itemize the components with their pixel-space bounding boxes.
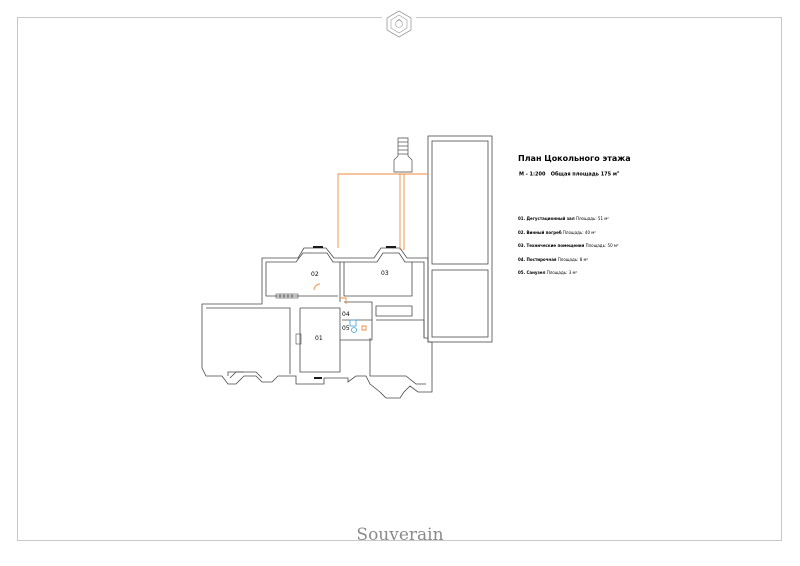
room-label-05: 05: [342, 325, 350, 332]
right-tower-wall: [428, 136, 492, 342]
brand-wordmark: Souverain: [356, 525, 444, 545]
total-area-unit: м: [612, 171, 617, 178]
legend-item: 05. Санузел Площадь: 3 м²: [518, 270, 578, 275]
room-label-02: 02: [311, 271, 319, 278]
plan-scale-area: [519, 170, 619, 178]
plan-scale: М - 1:200: [519, 171, 546, 178]
room-label-03: 03: [381, 270, 389, 277]
legend-item: 04. Постирочная Площадь: 8 м²: [518, 256, 589, 262]
right-tower-inner-bottom: [432, 270, 488, 337]
total-area-label: Общая площадь: [550, 171, 599, 178]
plan-title: План Цокольного этажа: [518, 154, 631, 163]
legend-item: 03. Технические помещения Площадь: 50 м²: [518, 243, 619, 248]
right-tower-inner-top: [432, 141, 488, 264]
room-label-04: 04: [342, 311, 350, 318]
room-legend: [518, 216, 619, 284]
chimney-icon: [394, 138, 412, 172]
total-area-value: 175: [600, 171, 612, 178]
legend-item: 01. Дегустационный зал Площадь: 51 м²: [518, 216, 609, 221]
total-area-unit-sup: 2: [616, 170, 620, 174]
utility-line: [314, 174, 428, 330]
legend-item: 02. Винный погреб Площадь: 40 м²: [518, 229, 596, 235]
room-label-01: 01: [315, 335, 323, 342]
toilet-icon: [350, 320, 357, 333]
